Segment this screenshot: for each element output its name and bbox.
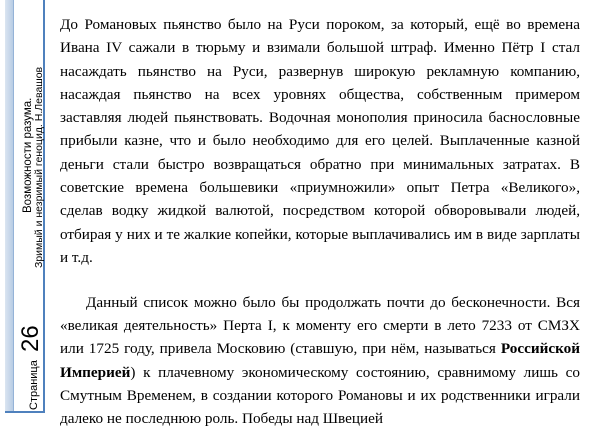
page-number: 26 — [17, 325, 44, 352]
paragraph-2-text-start: Данный список можно было бы продолжать почти до бесконечности. Вся «великая деятельность» Перта I, к моменту его смерти в лето 7233 от СМЗХ или 1725 году, привела Московию (ставшую, при нём, называться — [60, 293, 580, 358]
paragraph-2-text-end: ) к плачевному экономическому состоянию, сравнимому лишь со Смутным Временем, в создании которого Романовы и их родственники играли далеко не последнюю роль. Победы над Швецией — [60, 363, 580, 428]
running-header-subtitle: Зримый и незримый геноцид. Н.Левашов — [33, 66, 45, 268]
page-margin-sidebar — [0, 0, 53, 423]
paragraph-2 — [60, 291, 580, 431]
paragraph-1: До Романовых пьянство было на Руси пороком, за который, ещё во времена Ивана IV сажали в тюрьму и взимали большой штраф. Именно Пётр I стал насаждать пьянство на Руси, развернув широкую рекламную компанию, насаждая пьянство на всех уровнях общества, собственным примером заставляя людей пьянствовать. Водочная монополия приносила баснословные прибыли казне, что и было необходимо для его целей. Выплаченные казной деньги стали быстро возвращаться обратно при минимальных затратах. В советские времена большевики «приумножили» опыт Петра «Великого», сделав водку жидкой валютой, посредством которой обворовывали людей, отбирая у них и те жалкие копейки, которые выплачивались им в виде зарплаты и т.д. — [60, 16, 580, 266]
document-body — [60, 13, 580, 431]
page-label: Страница — [28, 360, 40, 410]
running-header-title: Возможности разума. — [22, 97, 34, 213]
bold-term-russian-empire: Российской Империей — [60, 340, 580, 381]
